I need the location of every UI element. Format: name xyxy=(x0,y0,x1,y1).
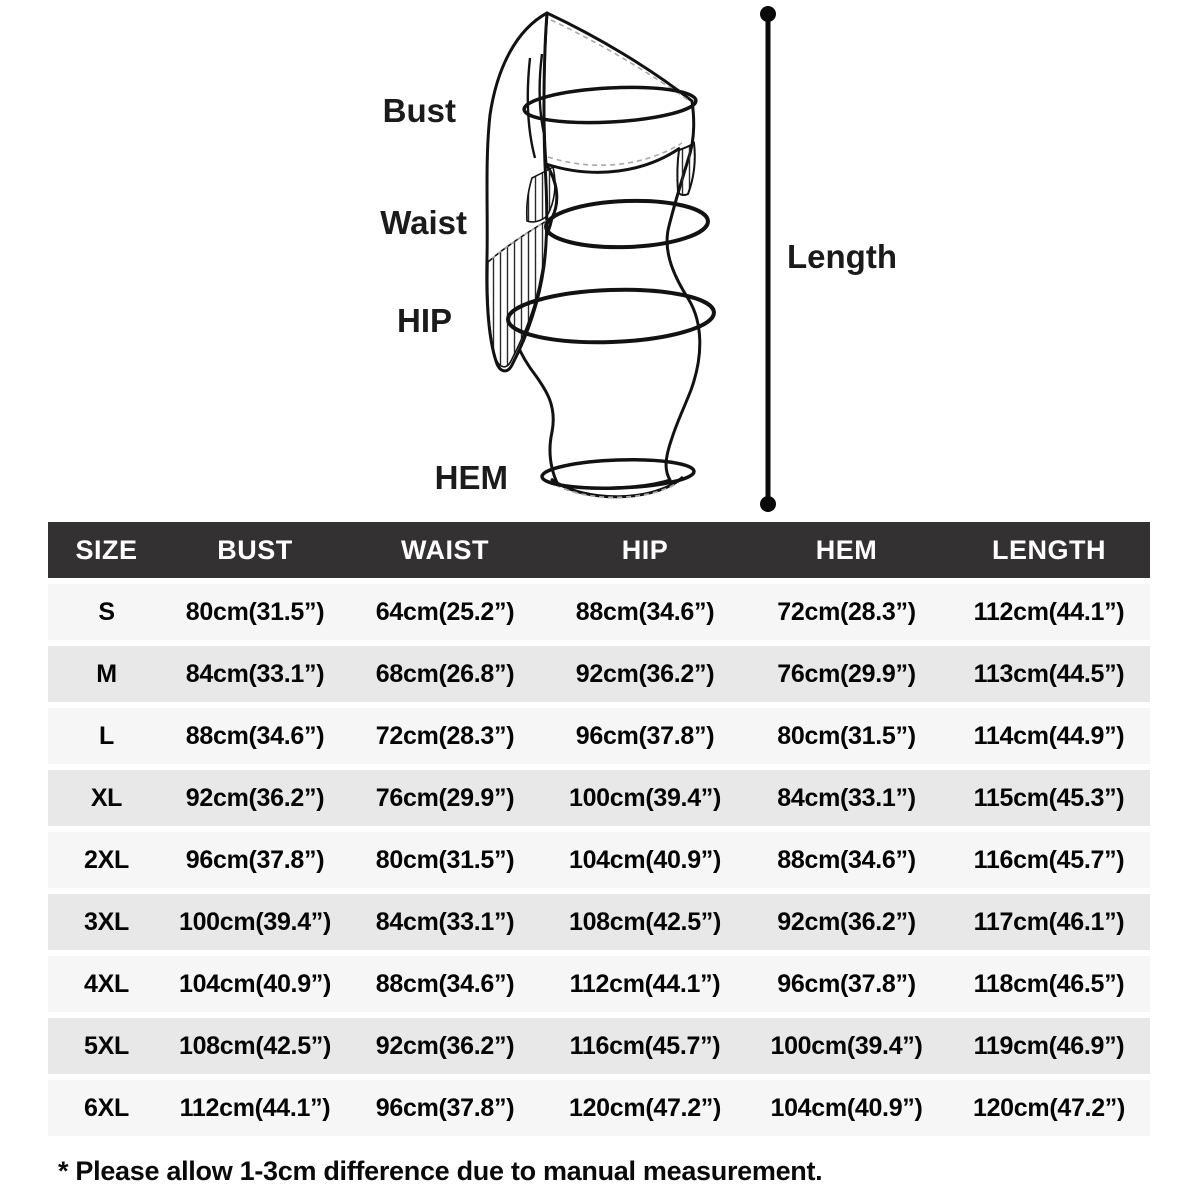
size-chart-table xyxy=(48,516,1150,1142)
hem-cell: 100cm(39.4”) xyxy=(745,1018,948,1074)
size-cell: 4XL xyxy=(48,956,165,1012)
waist-cell: 76cm(29.9”) xyxy=(345,770,545,826)
size-cell: 3XL xyxy=(48,894,165,950)
waist-cell: 96cm(37.8”) xyxy=(345,1080,545,1136)
table-row xyxy=(48,770,1150,826)
size-cell: XL xyxy=(48,770,165,826)
table-row xyxy=(48,708,1150,764)
hem-cell: 88cm(34.6”) xyxy=(745,832,948,888)
bust-cell: 112cm(44.1”) xyxy=(165,1080,345,1136)
length-label: Length xyxy=(787,238,897,275)
size-cell: 2XL xyxy=(48,832,165,888)
header-bust: BUST xyxy=(165,522,345,578)
table-row xyxy=(48,646,1150,702)
waist-cell: 88cm(34.6”) xyxy=(345,956,545,1012)
hem-cell: 80cm(31.5”) xyxy=(745,708,948,764)
waist-cell: 72cm(28.3”) xyxy=(345,708,545,764)
table-header-row xyxy=(48,522,1150,578)
hip-cell: 100cm(39.4”) xyxy=(545,770,745,826)
bust-cell: 108cm(42.5”) xyxy=(165,1018,345,1074)
table-row xyxy=(48,956,1150,1012)
hip-label: HIP xyxy=(396,302,452,339)
length-line-top-dot xyxy=(760,6,776,22)
table-row xyxy=(48,832,1150,888)
dress-measurement-diagram xyxy=(0,0,1200,516)
bust-cell: 100cm(39.4”) xyxy=(165,894,345,950)
hem-cell: 72cm(28.3”) xyxy=(745,584,948,640)
dress-sketch xyxy=(0,0,1200,516)
length-cell: 116cm(45.7”) xyxy=(948,832,1150,888)
bust-label: Bust xyxy=(382,92,456,129)
header-waist: WAIST xyxy=(345,522,545,578)
hem-cell: 104cm(40.9”) xyxy=(745,1080,948,1136)
waist-cell: 80cm(31.5”) xyxy=(345,832,545,888)
table-row xyxy=(48,1080,1150,1136)
waist-cell: 92cm(36.2”) xyxy=(345,1018,545,1074)
length-cell: 115cm(45.3”) xyxy=(948,770,1150,826)
length-cell: 113cm(44.5”) xyxy=(948,646,1150,702)
hip-cell: 108cm(42.5”) xyxy=(545,894,745,950)
waist-cell: 64cm(25.2”) xyxy=(345,584,545,640)
hip-cell: 92cm(36.2”) xyxy=(545,646,745,702)
hip-cell: 88cm(34.6”) xyxy=(545,584,745,640)
bust-cell: 96cm(37.8”) xyxy=(165,832,345,888)
hip-cell: 112cm(44.1”) xyxy=(545,956,745,1012)
size-cell: L xyxy=(48,708,165,764)
header-hip: HIP xyxy=(545,522,745,578)
length-cell: 118cm(46.5”) xyxy=(948,956,1150,1012)
table-row xyxy=(48,1018,1150,1074)
waist-label: Waist xyxy=(380,204,467,241)
bust-cell: 84cm(33.1”) xyxy=(165,646,345,702)
bust-cell: 104cm(40.9”) xyxy=(165,956,345,1012)
hem-label: HEM xyxy=(434,459,508,496)
bust-cell: 88cm(34.6”) xyxy=(165,708,345,764)
hip-cell: 120cm(47.2”) xyxy=(545,1080,745,1136)
measurement-footnote: * Please allow 1-3cm difference due to manual measurement. xyxy=(58,1156,823,1186)
bust-cell: 80cm(31.5”) xyxy=(165,584,345,640)
hem-cell: 76cm(29.9”) xyxy=(745,646,948,702)
length-cell: 119cm(46.9”) xyxy=(948,1018,1150,1074)
hem-cell: 84cm(33.1”) xyxy=(745,770,948,826)
size-cell: S xyxy=(48,584,165,640)
header-size: SIZE xyxy=(48,522,165,578)
length-cell: 120cm(47.2”) xyxy=(948,1080,1150,1136)
length-cell: 117cm(46.1”) xyxy=(948,894,1150,950)
length-cell: 112cm(44.1”) xyxy=(948,584,1150,640)
table-row xyxy=(48,584,1150,640)
waist-cell: 84cm(33.1”) xyxy=(345,894,545,950)
hip-cell: 96cm(37.8”) xyxy=(545,708,745,764)
length-line-bottom-dot xyxy=(760,496,776,512)
waist-cell: 68cm(26.8”) xyxy=(345,646,545,702)
bust-cell: 92cm(36.2”) xyxy=(165,770,345,826)
header-length: LENGTH xyxy=(948,522,1150,578)
size-cell: M xyxy=(48,646,165,702)
table-row xyxy=(48,894,1150,950)
hip-cell: 104cm(40.9”) xyxy=(545,832,745,888)
band-right-flap-hatched xyxy=(677,143,694,195)
length-cell: 114cm(44.9”) xyxy=(948,708,1150,764)
hip-cell: 116cm(45.7”) xyxy=(545,1018,745,1074)
size-cell: 6XL xyxy=(48,1080,165,1136)
size-cell: 5XL xyxy=(48,1018,165,1074)
hem-cell: 96cm(37.8”) xyxy=(745,956,948,1012)
header-hem: HEM xyxy=(745,522,948,578)
hem-cell: 92cm(36.2”) xyxy=(745,894,948,950)
